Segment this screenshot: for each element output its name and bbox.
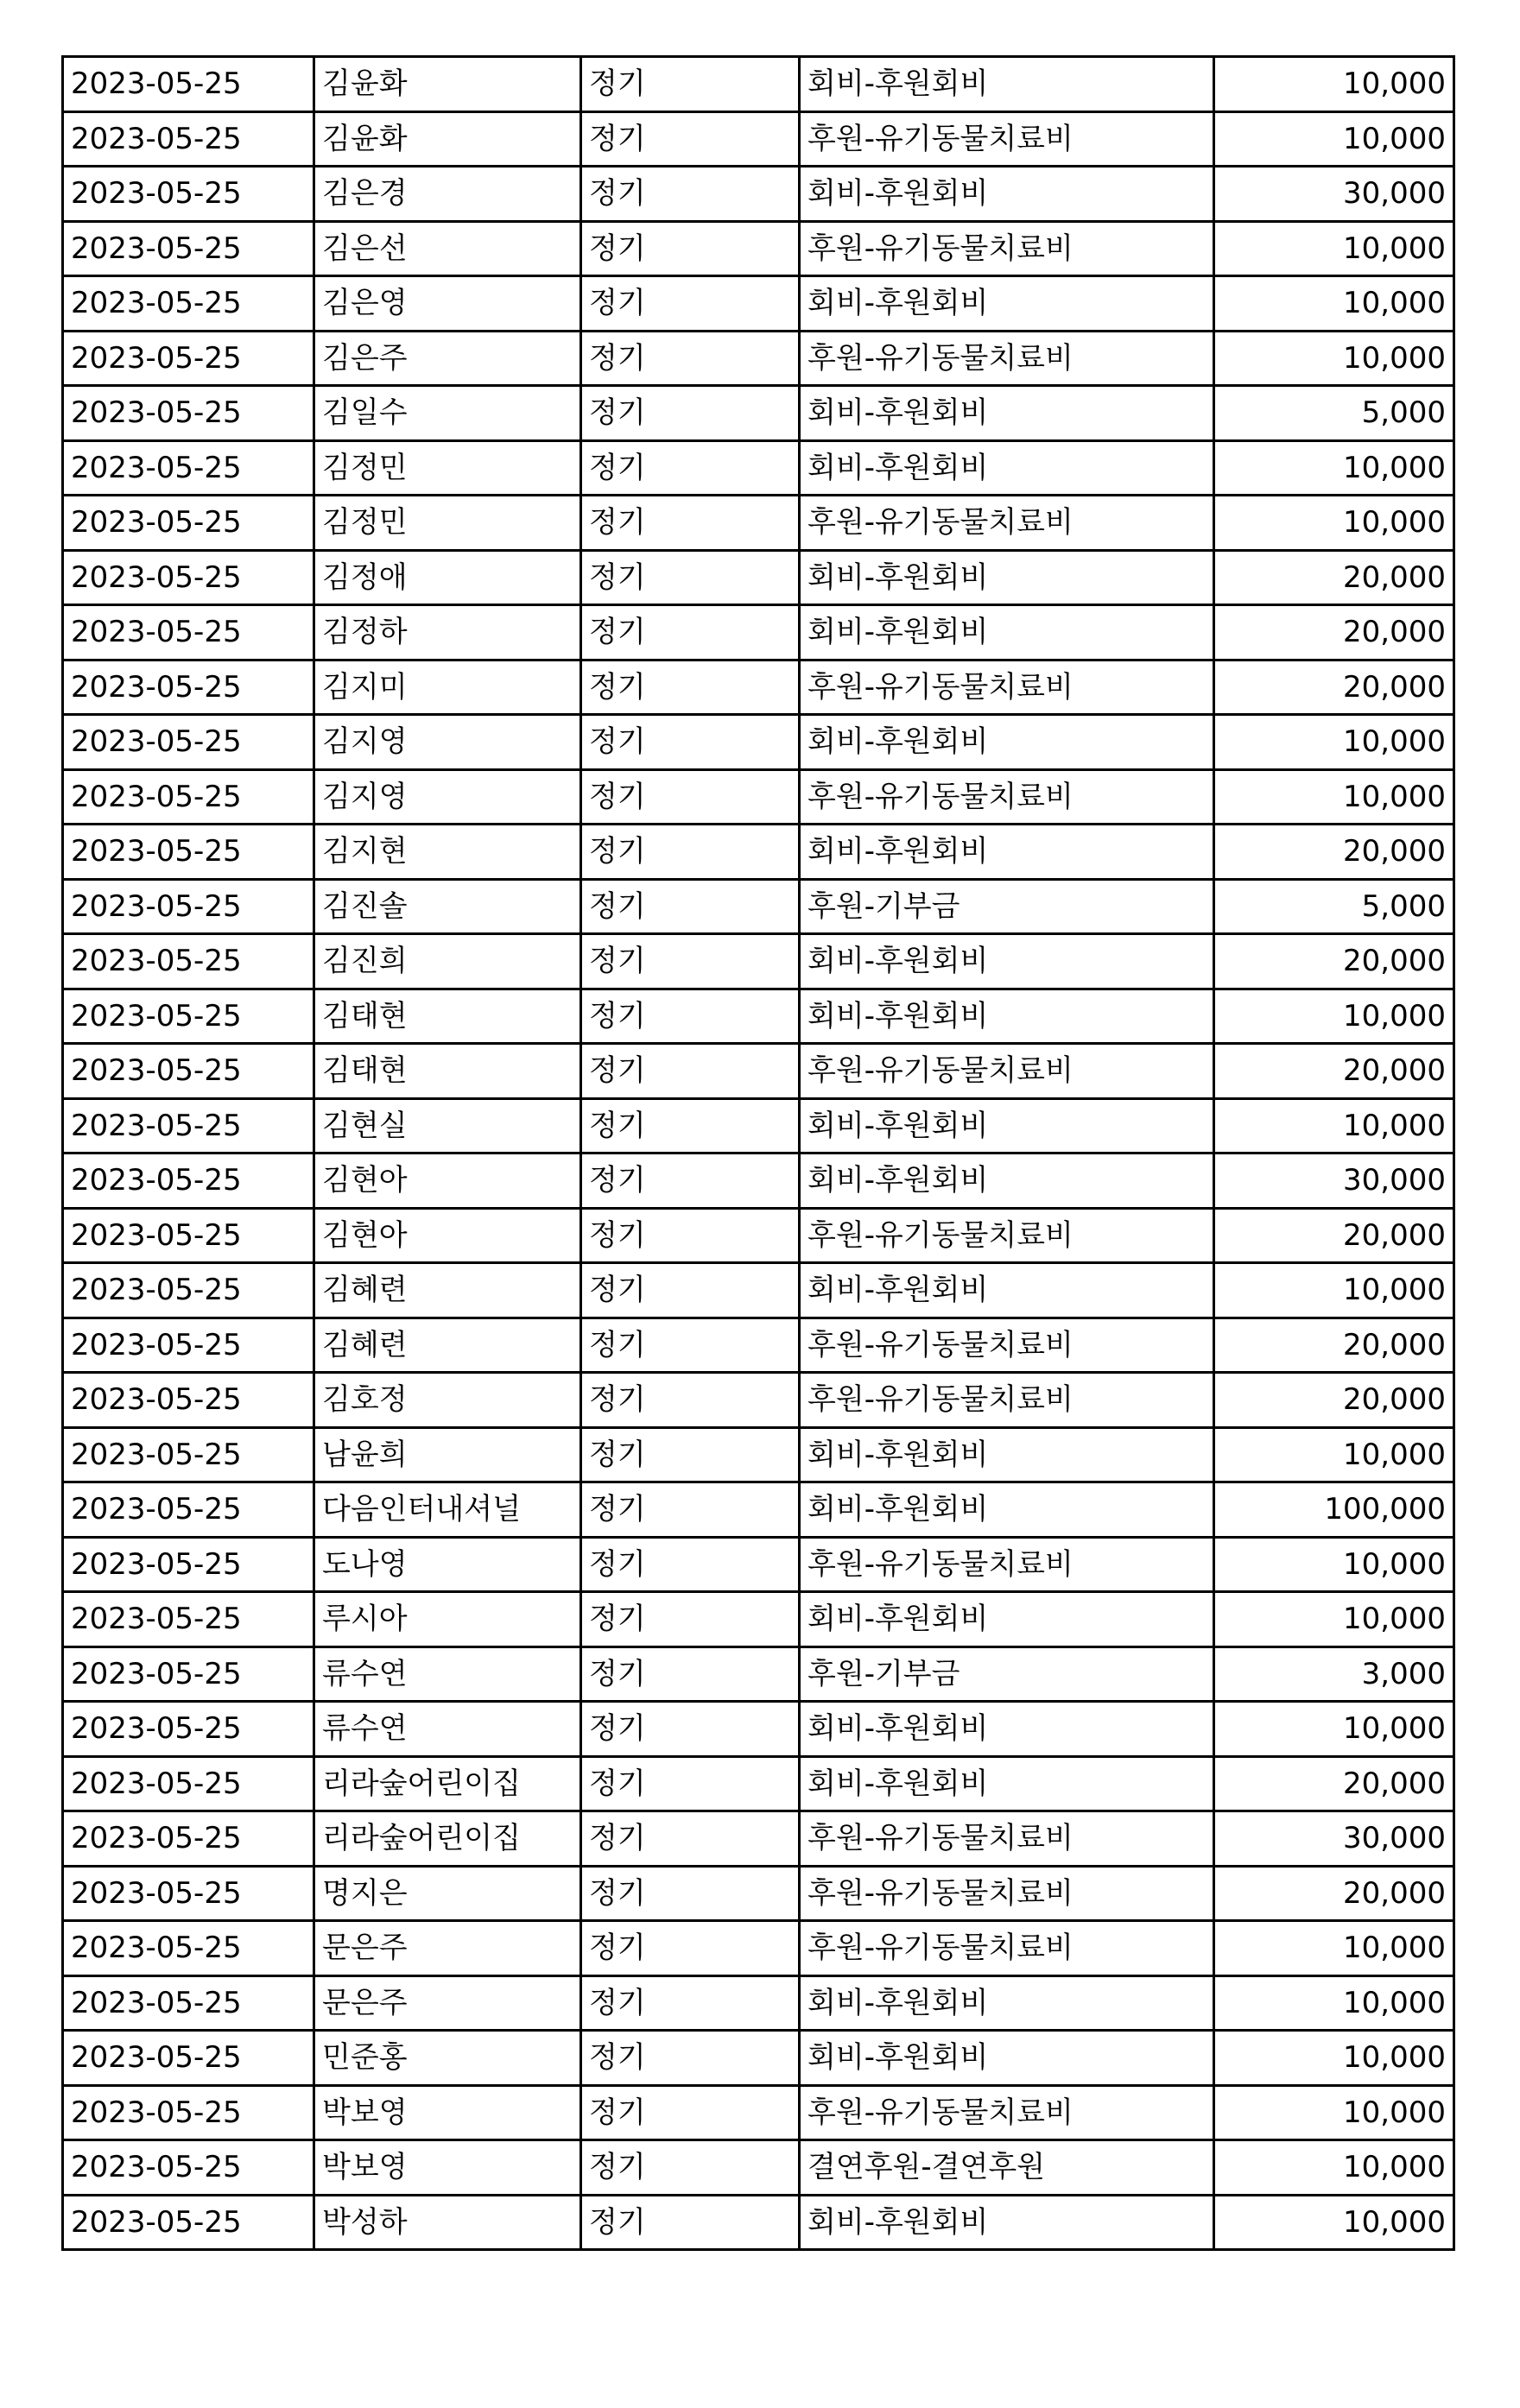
table-row	[63, 386, 1454, 441]
name-cell: 명지은	[314, 1866, 581, 1921]
amount-cell: 10,000	[1214, 1263, 1454, 1318]
table-row	[63, 989, 1454, 1044]
date-cell: 2023-05-25	[63, 1592, 314, 1647]
date-cell: 2023-05-25	[63, 1756, 314, 1811]
date-cell: 2023-05-25	[63, 1373, 314, 1428]
category-cell: 회비-후원회비	[800, 1592, 1214, 1647]
date-cell: 2023-05-25	[63, 989, 314, 1044]
table-row	[63, 496, 1454, 551]
type-cell: 정기	[581, 1921, 800, 1976]
table-row	[63, 934, 1454, 989]
table-row	[63, 1044, 1454, 1099]
date-cell: 2023-05-25	[63, 605, 314, 660]
category-cell: 회비-후원회비	[800, 276, 1214, 332]
date-cell: 2023-05-25	[63, 879, 314, 934]
type-cell: 정기	[581, 1537, 800, 1592]
type-cell: 정기	[581, 386, 800, 441]
date-cell: 2023-05-25	[63, 1318, 314, 1373]
amount-cell: 20,000	[1214, 934, 1454, 989]
table-row	[63, 1975, 1454, 2031]
type-cell: 정기	[581, 1044, 800, 1099]
category-cell: 후원-유기동물치료비	[800, 769, 1214, 825]
amount-cell: 30,000	[1214, 1811, 1454, 1867]
amount-cell: 10,000	[1214, 1975, 1454, 2031]
date-cell: 2023-05-25	[63, 2085, 314, 2140]
type-cell: 정기	[581, 167, 800, 222]
amount-cell: 20,000	[1214, 660, 1454, 715]
name-cell: 김은영	[314, 276, 581, 332]
amount-cell: 30,000	[1214, 167, 1454, 222]
type-cell: 정기	[581, 1208, 800, 1263]
type-cell: 정기	[581, 1592, 800, 1647]
type-cell: 정기	[581, 2031, 800, 2086]
table-row	[63, 605, 1454, 660]
amount-cell: 10,000	[1214, 57, 1454, 112]
name-cell: 김진희	[314, 934, 581, 989]
amount-cell: 10,000	[1214, 1098, 1454, 1153]
table-row	[63, 2085, 1454, 2140]
type-cell: 정기	[581, 934, 800, 989]
amount-cell: 20,000	[1214, 1866, 1454, 1921]
table-row	[63, 1263, 1454, 1318]
type-cell: 정기	[581, 2085, 800, 2140]
amount-cell: 3,000	[1214, 1646, 1454, 1702]
name-cell: 김윤화	[314, 111, 581, 167]
amount-cell: 10,000	[1214, 1592, 1454, 1647]
table-row	[63, 1811, 1454, 1867]
category-cell: 회비-후원회비	[800, 1702, 1214, 1757]
table-row	[63, 1646, 1454, 1702]
ledger-body	[63, 57, 1454, 2250]
amount-cell: 10,000	[1214, 496, 1454, 551]
type-cell: 정기	[581, 769, 800, 825]
table-row	[63, 440, 1454, 496]
type-cell: 정기	[581, 879, 800, 934]
amount-cell: 20,000	[1214, 1208, 1454, 1263]
amount-cell: 10,000	[1214, 2031, 1454, 2086]
category-cell: 후원-유기동물치료비	[800, 2085, 1214, 2140]
category-cell: 후원-유기동물치료비	[800, 1811, 1214, 1867]
type-cell: 정기	[581, 1702, 800, 1757]
date-cell: 2023-05-25	[63, 331, 314, 386]
date-cell: 2023-05-25	[63, 769, 314, 825]
name-cell: 김현아	[314, 1208, 581, 1263]
name-cell: 김일수	[314, 386, 581, 441]
amount-cell: 10,000	[1214, 769, 1454, 825]
category-cell: 회비-후원회비	[800, 1482, 1214, 1538]
type-cell: 정기	[581, 1263, 800, 1318]
amount-cell: 10,000	[1214, 1702, 1454, 1757]
type-cell: 정기	[581, 1373, 800, 1428]
name-cell: 김지영	[314, 715, 581, 770]
name-cell: 박성하	[314, 2195, 581, 2250]
name-cell: 류수연	[314, 1646, 581, 1702]
date-cell: 2023-05-25	[63, 825, 314, 880]
amount-cell: 10,000	[1214, 2140, 1454, 2196]
name-cell: 김태현	[314, 1044, 581, 1099]
table-row	[63, 825, 1454, 880]
name-cell: 문은주	[314, 1975, 581, 2031]
category-cell: 회비-후원회비	[800, 1975, 1214, 2031]
category-cell: 회비-후원회비	[800, 550, 1214, 605]
table-row	[63, 276, 1454, 332]
type-cell: 정기	[581, 825, 800, 880]
amount-cell: 20,000	[1214, 550, 1454, 605]
type-cell: 정기	[581, 111, 800, 167]
date-cell: 2023-05-25	[63, 2195, 314, 2250]
table-row	[63, 1098, 1454, 1153]
amount-cell: 10,000	[1214, 276, 1454, 332]
type-cell: 정기	[581, 1756, 800, 1811]
category-cell: 후원-유기동물치료비	[800, 1318, 1214, 1373]
name-cell: 김현아	[314, 1153, 581, 1209]
category-cell: 회비-후원회비	[800, 989, 1214, 1044]
amount-cell: 20,000	[1214, 1044, 1454, 1099]
amount-cell: 100,000	[1214, 1482, 1454, 1538]
amount-cell: 10,000	[1214, 715, 1454, 770]
date-cell: 2023-05-25	[63, 934, 314, 989]
type-cell: 정기	[581, 989, 800, 1044]
date-cell: 2023-05-25	[63, 1482, 314, 1538]
name-cell: 김정애	[314, 550, 581, 605]
date-cell: 2023-05-25	[63, 1866, 314, 1921]
amount-cell: 20,000	[1214, 825, 1454, 880]
table-row	[63, 1482, 1454, 1538]
date-cell: 2023-05-25	[63, 440, 314, 496]
name-cell: 김현실	[314, 1098, 581, 1153]
category-cell: 결연후원-결연후원	[800, 2140, 1214, 2196]
type-cell: 정기	[581, 550, 800, 605]
name-cell: 김정민	[314, 496, 581, 551]
table-row	[63, 550, 1454, 605]
category-cell: 회비-후원회비	[800, 605, 1214, 660]
table-row	[63, 1373, 1454, 1428]
table-row	[63, 2140, 1454, 2196]
category-cell: 회비-후원회비	[800, 934, 1214, 989]
category-cell: 후원-유기동물치료비	[800, 660, 1214, 715]
table-row	[63, 660, 1454, 715]
name-cell: 김태현	[314, 989, 581, 1044]
date-cell: 2023-05-25	[63, 1811, 314, 1867]
table-row	[63, 57, 1454, 112]
name-cell: 다음인터내셔널	[314, 1482, 581, 1538]
category-cell: 회비-후원회비	[800, 386, 1214, 441]
date-cell: 2023-05-25	[63, 1921, 314, 1976]
table-row	[63, 1866, 1454, 1921]
name-cell: 민준홍	[314, 2031, 581, 2086]
type-cell: 정기	[581, 276, 800, 332]
name-cell: 리라숲어린이집	[314, 1811, 581, 1867]
name-cell: 루시아	[314, 1592, 581, 1647]
amount-cell: 20,000	[1214, 1373, 1454, 1428]
table-row	[63, 1756, 1454, 1811]
category-cell: 회비-후원회비	[800, 440, 1214, 496]
date-cell: 2023-05-25	[63, 1537, 314, 1592]
category-cell: 회비-후원회비	[800, 2195, 1214, 2250]
date-cell: 2023-05-25	[63, 276, 314, 332]
category-cell: 후원-유기동물치료비	[800, 111, 1214, 167]
category-cell: 후원-기부금	[800, 1646, 1214, 1702]
name-cell: 김지미	[314, 660, 581, 715]
amount-cell: 5,000	[1214, 879, 1454, 934]
type-cell: 정기	[581, 605, 800, 660]
type-cell: 정기	[581, 1482, 800, 1538]
category-cell: 회비-후원회비	[800, 1427, 1214, 1482]
type-cell: 정기	[581, 1866, 800, 1921]
amount-cell: 10,000	[1214, 221, 1454, 276]
table-row	[63, 715, 1454, 770]
table-row	[63, 167, 1454, 222]
name-cell: 박보영	[314, 2085, 581, 2140]
category-cell: 회비-후원회비	[800, 825, 1214, 880]
date-cell: 2023-05-25	[63, 660, 314, 715]
date-cell: 2023-05-25	[63, 2140, 314, 2196]
type-cell: 정기	[581, 2195, 800, 2250]
date-cell: 2023-05-25	[63, 1427, 314, 1482]
table-row	[63, 1702, 1454, 1757]
date-cell: 2023-05-25	[63, 715, 314, 770]
date-cell: 2023-05-25	[63, 1702, 314, 1757]
name-cell: 김지영	[314, 769, 581, 825]
table-row	[63, 1537, 1454, 1592]
name-cell: 김은주	[314, 331, 581, 386]
category-cell: 후원-유기동물치료비	[800, 1537, 1214, 1592]
type-cell: 정기	[581, 57, 800, 112]
name-cell: 김은경	[314, 167, 581, 222]
category-cell: 후원-유기동물치료비	[800, 1921, 1214, 1976]
category-cell: 후원-기부금	[800, 879, 1214, 934]
amount-cell: 10,000	[1214, 1921, 1454, 1976]
category-cell: 회비-후원회비	[800, 1098, 1214, 1153]
type-cell: 정기	[581, 1646, 800, 1702]
type-cell: 정기	[581, 1975, 800, 2031]
name-cell: 김호정	[314, 1373, 581, 1428]
name-cell: 도나영	[314, 1537, 581, 1592]
amount-cell: 10,000	[1214, 440, 1454, 496]
amount-cell: 20,000	[1214, 1756, 1454, 1811]
category-cell: 후원-유기동물치료비	[800, 1208, 1214, 1263]
table-row	[63, 769, 1454, 825]
category-cell: 회비-후원회비	[800, 715, 1214, 770]
name-cell: 김은선	[314, 221, 581, 276]
category-cell: 후원-유기동물치료비	[800, 496, 1214, 551]
type-cell: 정기	[581, 1098, 800, 1153]
amount-cell: 10,000	[1214, 331, 1454, 386]
amount-cell: 20,000	[1214, 1318, 1454, 1373]
category-cell: 회비-후원회비	[800, 1153, 1214, 1209]
donation-ledger-table	[61, 55, 1455, 2251]
name-cell: 김혜련	[314, 1263, 581, 1318]
amount-cell: 5,000	[1214, 386, 1454, 441]
date-cell: 2023-05-25	[63, 1646, 314, 1702]
amount-cell: 20,000	[1214, 605, 1454, 660]
date-cell: 2023-05-25	[63, 1263, 314, 1318]
type-cell: 정기	[581, 2140, 800, 2196]
date-cell: 2023-05-25	[63, 2031, 314, 2086]
category-cell: 회비-후원회비	[800, 1263, 1214, 1318]
amount-cell: 10,000	[1214, 1537, 1454, 1592]
date-cell: 2023-05-25	[63, 111, 314, 167]
category-cell: 후원-유기동물치료비	[800, 1866, 1214, 1921]
name-cell: 김혜련	[314, 1318, 581, 1373]
type-cell: 정기	[581, 1427, 800, 1482]
amount-cell: 10,000	[1214, 2195, 1454, 2250]
table-row	[63, 1592, 1454, 1647]
name-cell: 남윤희	[314, 1427, 581, 1482]
table-row	[63, 1427, 1454, 1482]
date-cell: 2023-05-25	[63, 1975, 314, 2031]
table-row	[63, 1921, 1454, 1976]
amount-cell: 10,000	[1214, 2085, 1454, 2140]
table-row	[63, 221, 1454, 276]
category-cell: 후원-유기동물치료비	[800, 1373, 1214, 1428]
table-row	[63, 331, 1454, 386]
table-row	[63, 879, 1454, 934]
category-cell: 회비-후원회비	[800, 2031, 1214, 2086]
date-cell: 2023-05-25	[63, 167, 314, 222]
amount-cell: 10,000	[1214, 1427, 1454, 1482]
date-cell: 2023-05-25	[63, 57, 314, 112]
table-row	[63, 1318, 1454, 1373]
amount-cell: 10,000	[1214, 989, 1454, 1044]
table-row	[63, 2195, 1454, 2250]
name-cell: 박보영	[314, 2140, 581, 2196]
type-cell: 정기	[581, 715, 800, 770]
name-cell: 김정민	[314, 440, 581, 496]
name-cell: 리라숲어린이집	[314, 1756, 581, 1811]
amount-cell: 30,000	[1214, 1153, 1454, 1209]
table-row	[63, 2031, 1454, 2086]
category-cell: 회비-후원회비	[800, 167, 1214, 222]
type-cell: 정기	[581, 1811, 800, 1867]
category-cell: 후원-유기동물치료비	[800, 331, 1214, 386]
type-cell: 정기	[581, 440, 800, 496]
name-cell: 김진솔	[314, 879, 581, 934]
date-cell: 2023-05-25	[63, 550, 314, 605]
date-cell: 2023-05-25	[63, 496, 314, 551]
category-cell: 회비-후원회비	[800, 1756, 1214, 1811]
category-cell: 후원-유기동물치료비	[800, 221, 1214, 276]
type-cell: 정기	[581, 660, 800, 715]
date-cell: 2023-05-25	[63, 386, 314, 441]
type-cell: 정기	[581, 1318, 800, 1373]
name-cell: 김정하	[314, 605, 581, 660]
date-cell: 2023-05-25	[63, 221, 314, 276]
date-cell: 2023-05-25	[63, 1098, 314, 1153]
table-row	[63, 1153, 1454, 1209]
date-cell: 2023-05-25	[63, 1044, 314, 1099]
name-cell: 김윤화	[314, 57, 581, 112]
date-cell: 2023-05-25	[63, 1153, 314, 1209]
type-cell: 정기	[581, 331, 800, 386]
amount-cell: 10,000	[1214, 111, 1454, 167]
category-cell: 후원-유기동물치료비	[800, 1044, 1214, 1099]
date-cell: 2023-05-25	[63, 1208, 314, 1263]
category-cell: 회비-후원회비	[800, 57, 1214, 112]
type-cell: 정기	[581, 1153, 800, 1209]
table-row	[63, 111, 1454, 167]
name-cell: 문은주	[314, 1921, 581, 1976]
type-cell: 정기	[581, 496, 800, 551]
type-cell: 정기	[581, 221, 800, 276]
name-cell: 김지현	[314, 825, 581, 880]
name-cell: 류수연	[314, 1702, 581, 1757]
table-row	[63, 1208, 1454, 1263]
